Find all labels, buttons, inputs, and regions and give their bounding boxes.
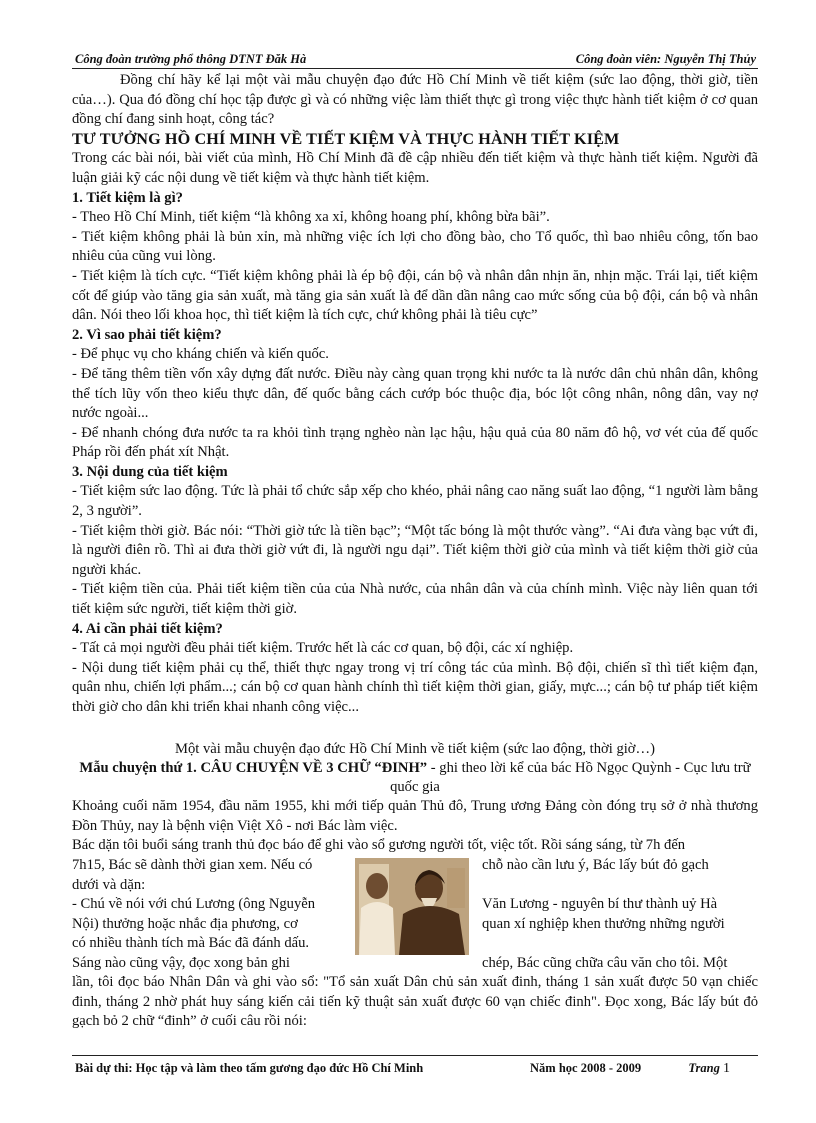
main-title: TƯ TƯỞNG HỒ CHÍ MINH VỀ TIẾT KIỆM VÀ THỰC HÀNH TIẾT KIỆM — [72, 129, 620, 148]
story-title-rest: - ghi theo lời kể của bác Hồ Ngọc Quỳnh - Cục lưu trữ quốc gia — [390, 760, 751, 796]
story-title-bold: Mẫu chuyện thứ 1. CÂU CHUYỆN VỀ 3 CHỮ “ĐINH” — [79, 760, 428, 777]
header-right: Công đoàn viên: Nguyễn Thị Thủy — [575, 52, 756, 66]
page-footer — [75, 1061, 758, 1077]
section-paragraph: - Để phục vụ cho kháng chiến và kiến quốc. — [72, 346, 329, 363]
story-line: Văn Lương - nguyên bí thư thành uỷ Hà — [482, 896, 718, 913]
story-line: 7h15, Bác sẽ dành thời gian xem. Nếu có — [72, 856, 313, 873]
story-line: - Chú về nói với chú Lương (ông Nguyễn — [72, 896, 316, 913]
section-paragraph: - Tiết kiệm không phải là bủn xỉn, mà những việc ích lợi cho đồng bào, cho Tổ quốc, thì bao nhiêu công, tốn bao nhiêu của cũng vui lòng. — [72, 228, 758, 265]
page-label: Trang — [688, 1061, 720, 1075]
section-paragraph: - Nội dung tiết kiệm phải cụ thể, thiết thực ngay trong vị trí công tác của mình. Bộ đội, chiến sĩ thì tiết kiệm đạn, quân nhu, chiến lợi phẩm...; cán bộ cơ quan hành chính thì tiết kiệm thời gian, giấy, mực...; cán bộ tư pháp tiết kiệm thời giờ cho dân khi triển khai nhanh công việc... — [72, 659, 758, 715]
story-line: chỗ nào cần lưu ý, Bác lấy bút đỏ gạch — [482, 856, 709, 873]
lead-paragraph: Trong các bài nói, bài viết của mình, Hồ Chí Minh đã đề cập nhiều đến tiết kiệm và thực hành tiết kiệm. Người đã luận giải kỹ các nội dung về tiết kiệm và thực hành tiết kiệm. — [72, 150, 758, 186]
story-line: Nội) thưởng hoặc nhắc địa phương, cơ — [72, 915, 298, 932]
section-heading: 4. Ai cần phải tiết kiệm? — [72, 620, 223, 637]
header-left: Công đoàn trường phổ thông DTNT Đăk Hà — [75, 52, 307, 66]
section-paragraph: - Tiết kiệm thời giờ. Bác nói: “Thời giờ tức là tiền bạc”; “Một tấc bóng là một thước vàng”. “Ai đưa vàng bạc vứt đi, là người điên rồ. Thì ai đưa thời giờ vứt đi, là người ngu dại”. Tiết kiệm thời giờ của mình và tiết kiệm thời giờ của người khác. — [72, 522, 758, 578]
story-line: Sáng nào cũng vậy, đọc xong bản ghi — [72, 954, 290, 971]
footer-year: Năm học 2008 - 2009 — [530, 1061, 642, 1075]
story-line: dưới và dặn: — [72, 876, 146, 893]
section-paragraph: - Theo Hồ Chí Minh, tiết kiệm “là không xa xỉ, không hoang phí, không bừa bãi”. — [72, 209, 550, 226]
section-paragraph: - Tiết kiệm sức lao động. Tức là phải tổ chức sắp xếp cho khéo, phải nâng cao năng suất lao động, “1 người làm bằng 2, 3 người”. — [72, 483, 758, 520]
portrait-photo-image — [355, 858, 469, 955]
portrait-photo-icon — [355, 858, 469, 955]
section-paragraph: - Tất cả mọi người đều phải tiết kiệm. Trước hết là các cơ quan, bộ đội, các xí nghiệp. — [72, 640, 574, 657]
section-paragraph: - Để tăng thêm tiền vốn xây dựng đất nước. Điều này càng quan trọng khi nước ta là nước dân chủ nhân dân, không thể tích lũy vốn theo kiểu thực dân, đế quốc bằng cách cướp bóc thuộc địa, bóc lột công nhân, nông dân, vay nợ nước ngoài... — [72, 365, 758, 422]
footer-left: Bài dự thi: Học tập và làm theo tấm gương đạo đức Hồ Chí Minh — [75, 1061, 424, 1075]
section-paragraph: - Tiết kiệm là tích cực. “Tiết kiệm không phải là ép bộ đội, cán bộ và nhân dân nhịn ăn, nhịn mặc. Trái lại, tiết kiệm cốt để giúp vào tăng gia sản xuất, mà tăng gia sản xuất là để dần dần nâng cao mức sống của bộ đội, cán bộ và nhân dân. Nói theo lối khoa học, thì tiết kiệm là tích cực, chứ không phải là tiêu cực” — [72, 267, 758, 324]
document-body — [72, 71, 758, 1032]
story-line: chép, Bác cũng chữa câu văn cho tôi. Một — [482, 954, 728, 971]
page-number-value: 1 — [723, 1061, 730, 1076]
story-left-column — [72, 856, 340, 974]
story-line — [482, 934, 758, 954]
story-line — [482, 876, 758, 896]
story-paragraph: lần, tôi đọc báo Nhân Dân và ghi vào sổ: "Tổ sản xuất Dân chủ sản xuất đinh, tháng 1 sản xuất được 50 vạn chiếc đinh, tháng 2 nhờ phát huy sáng kiến cải tiến kỹ thuật sản xuất được 60 vạn chiếc đinh". Đọc xong, Bác lấy bút đỏ gạch bỏ 2 chữ “đinh” ở cuối câu rồi nói: — [72, 973, 758, 1030]
story-wrap-block — [72, 856, 758, 973]
section-paragraph: - Để nhanh chóng đưa nước ta ra khỏi tình trạng nghèo nàn lạc hậu, hậu quả của 80 năm đô hộ, vơ vét của đế quốc Pháp rồi đến phát xít Nhật. — [72, 424, 758, 461]
section-heading: 3. Nội dung của tiết kiệm — [72, 463, 228, 480]
story-right-column — [482, 856, 758, 974]
story-paragraph: Khoảng cuối năm 1954, đầu năm 1955, khi mới tiếp quản Thủ đô, Trung ương Đảng còn đóng trụ sở ở nhà thương Đồn Thủy, nay là bệnh viện Việt Xô - nơi Bác làm việc. — [72, 798, 758, 834]
intro-question: Đồng chí hãy kể lại một vài mẫu chuyện đạo đức Hồ Chí Minh về tiết kiệm (sức lao động, thời giờ, tiền của…). Qua đó đồng chí học tập được gì và có những việc làm thiết thực gì trong việc thực hành tiết kiệm ở cơ quan đồng chí đang sinh hoạt, công tác? — [72, 72, 758, 128]
section-paragraph: - Tiết kiệm tiền của. Phải tiết kiệm tiền của của Nhà nước, của nhân dân và của chính mình. Việc này liên quan tới tiết kiệm sức người, tiết kiệm thời giờ. — [72, 581, 758, 618]
story-title — [72, 759, 758, 797]
story-line: có nhiều thành tích mà Bác đã đánh dấu. — [72, 935, 310, 952]
header-rule — [72, 68, 758, 69]
story-paragraph: Bác dặn tôi buổi sáng tranh thủ đọc báo để ghi vào sổ gương người tốt, việc tốt. Rồi sáng sáng, từ 7h đến — [72, 837, 686, 854]
section-heading: 1. Tiết kiệm là gì? — [72, 189, 183, 206]
footer-rule — [72, 1055, 758, 1056]
story-line: quan xí nghiệp khen thưởng những người — [482, 915, 725, 932]
stories-intro: Một vài mẫu chuyện đạo đức Hồ Chí Minh về tiết kiệm (sức lao động, thời giờ…) — [175, 740, 655, 757]
page-header — [75, 52, 756, 68]
section-heading: 2. Vì sao phải tiết kiệm? — [72, 326, 222, 343]
page-number — [688, 1061, 730, 1077]
